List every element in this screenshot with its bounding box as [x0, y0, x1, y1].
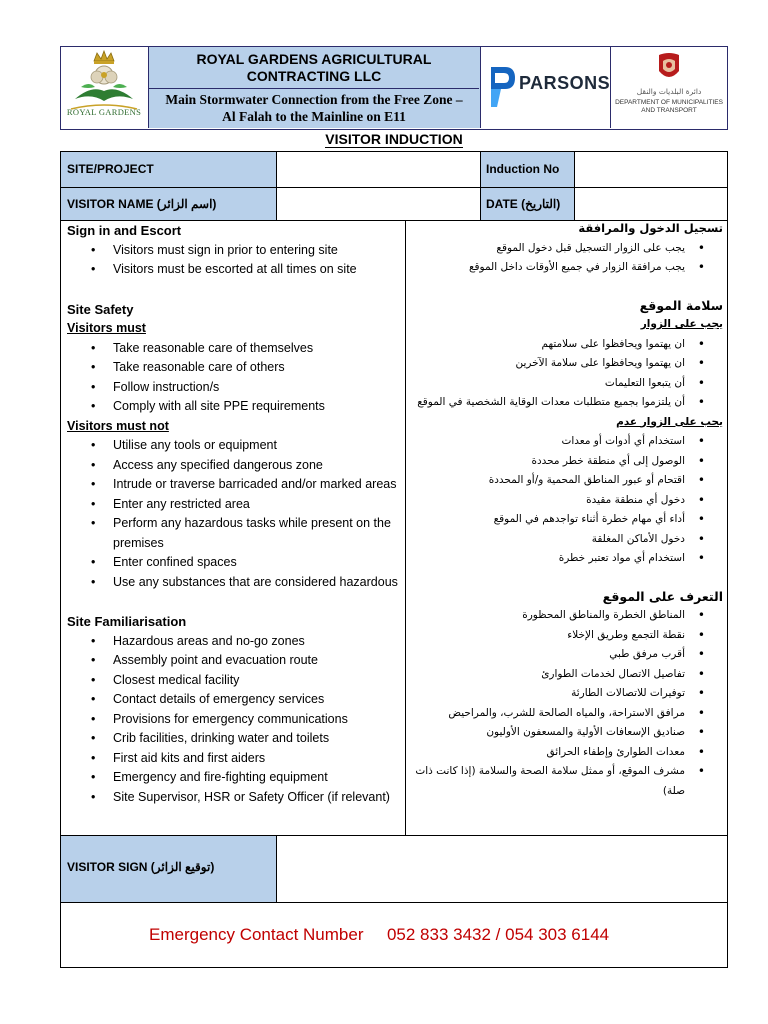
- list-item: • توفيرات للاتصالات الطارئة: [411, 684, 685, 704]
- list-item: • Visitors must sign in prior to entering site: [113, 241, 403, 261]
- project-title-line1: Main Stormwater Connection from the Free Zone –: [165, 92, 463, 107]
- header-table: [60, 46, 728, 130]
- arabic-visitors-must-list: [411, 335, 723, 413]
- emergency-contact-box: [60, 902, 728, 968]
- visitors-must-not-list: [67, 436, 403, 592]
- parsons-logo-text: PARSONS: [519, 73, 611, 93]
- date-label-cell: [481, 188, 575, 220]
- header-title-cell: [149, 47, 481, 128]
- induction-no-label: Induction No: [486, 162, 560, 176]
- list-item: • Intrude or traverse barricaded and/or marked areas: [113, 475, 403, 495]
- document-title-text: VISITOR INDUCTION: [325, 131, 463, 147]
- list-item: • Visitors must be escorted at all times on site: [113, 260, 403, 280]
- arabic-site-safety-heading: سلامة الموقع: [639, 297, 723, 313]
- visitor-name-input[interactable]: [277, 188, 481, 220]
- list-item: • Comply with all site PPE requirements: [113, 397, 403, 417]
- list-item: • Enter confined spaces: [113, 553, 403, 573]
- date-label: DATE (التاريخ): [486, 197, 561, 211]
- parsons-logo: [483, 47, 611, 128]
- arabic-familiarisation-heading: التعرف على الموقع: [602, 588, 723, 604]
- list-item: • Contact details of emergency services: [113, 690, 403, 710]
- company-name: ROYAL GARDENS AGRICULTURAL CONTRACTING LLC: [149, 47, 479, 89]
- list-item: • Closest medical facility: [113, 671, 403, 691]
- site-project-label-cell: [61, 152, 277, 187]
- list-item: • المناطق الخطرة والمناطق المحظورة: [411, 606, 685, 626]
- list-item: • مشرف الموقع، أو ممثل سلامة الصحة والسلامة (إذا كانت ذات صلة): [411, 762, 685, 801]
- visitor-name-label: VISITOR NAME (اسم الزائر): [67, 197, 217, 211]
- list-item: • مرافق الاستراحة، والمياه الصالحة للشرب، والمراحيض: [411, 704, 685, 724]
- royal-gardens-logo-text: ROYAL GARDENS: [66, 107, 142, 117]
- list-item: • Site Supervisor, HSR or Safety Officer (if relevant): [113, 788, 403, 808]
- date-input[interactable]: [575, 188, 727, 220]
- visitor-name-label-cell: [61, 188, 277, 220]
- arabic-visitors-must-not-heading: يجب على الزوار عدم: [616, 415, 723, 428]
- list-item: • Utilise any tools or equipment: [113, 436, 403, 456]
- induction-no-input[interactable]: [575, 152, 727, 187]
- visitors-must-list: [67, 339, 403, 417]
- list-item: • ان يهتموا ويحافظوا على سلامة الآخرين: [411, 354, 685, 374]
- parsons-p-icon: [489, 65, 517, 109]
- list-item: • Hazardous areas and no-go zones: [113, 632, 403, 652]
- list-item: • اقتحام أو عبور المناطق المحمية و/أو المحددة: [411, 471, 685, 491]
- arabic-familiarisation-list: [411, 606, 723, 801]
- list-item: • Take reasonable care of others: [113, 358, 403, 378]
- familiarisation-heading: Site Familiarisation: [67, 614, 187, 629]
- dmt-arabic-name: دائرة البلديات والنقل: [636, 87, 702, 96]
- arabic-rules: [411, 219, 723, 801]
- list-item: • Take reasonable care of themselves: [113, 339, 403, 359]
- dmt-logo: [611, 47, 727, 128]
- dmt-line1: DEPARTMENT OF MUNICIPALITIES: [615, 99, 723, 106]
- column-divider: [405, 221, 406, 835]
- dmt-english-name: [611, 99, 727, 115]
- list-item: • نقطة التجمع وطريق الإخلاء: [411, 626, 685, 646]
- list-item: • أن يتبعوا التعليمات: [411, 374, 685, 394]
- list-item: • الوصول إلى أي منطقة خطر محددة: [411, 452, 685, 472]
- list-item: • استخدام أي أدوات أو معدات: [411, 432, 685, 452]
- abu-dhabi-emblem-icon: [655, 51, 683, 85]
- emergency-numbers[interactable]: 052 833 3432 / 054 303 6144: [386, 925, 610, 944]
- list-item: • Assembly point and evacuation route: [113, 651, 403, 671]
- list-item: • First aid kits and first aiders: [113, 749, 403, 769]
- list-item: • Perform any hazardous tasks while present on the premises: [113, 514, 403, 553]
- visitor-sign-label-cell: [61, 836, 277, 902]
- induction-no-label-cell: [481, 152, 575, 187]
- visitors-must-not-heading: Visitors must not: [67, 418, 169, 433]
- project-title: [149, 89, 479, 128]
- list-item: • أن يلتزموا بجميع متطلبات معدات الوقاية الشخصية في الموقع: [411, 393, 685, 413]
- visitors-must-heading: Visitors must: [67, 321, 146, 335]
- site-project-label: SITE/PROJECT: [67, 162, 154, 176]
- list-item: • صناديق الإسعافات الأولية والمسعفون الأوليون: [411, 723, 685, 743]
- list-item: • Crib facilities, drinking water and toilets: [113, 729, 403, 749]
- familiarisation-list: [67, 632, 403, 808]
- list-item: • Follow instruction/s: [113, 378, 403, 398]
- emergency-label: Emergency Contact Number: [149, 925, 364, 944]
- list-item: • دخول أي منطقة مقيدة: [411, 491, 685, 511]
- list-item: • Access any specified dangerous zone: [113, 456, 403, 476]
- list-item: • أداء أي مهام خطرة أثناء تواجدهم في الموقع: [411, 510, 685, 530]
- list-item: • دخول الأماكن المغلقة: [411, 530, 685, 550]
- dmt-line2: AND TRANSPORT: [641, 107, 697, 114]
- visitor-sign-input[interactable]: [277, 836, 727, 902]
- list-item: • Enter any restricted area: [113, 495, 403, 515]
- site-project-input[interactable]: [277, 152, 481, 187]
- visitor-sign-label: VISITOR SIGN (توقيع الزائر): [67, 860, 215, 874]
- document-title: [60, 131, 728, 147]
- site-safety-heading: Site Safety: [67, 301, 134, 317]
- list-item: • يجب على الزوار التسجيل قبل دخول الموقع: [411, 239, 685, 259]
- royal-gardens-logo: [61, 47, 149, 128]
- arabic-sign-in-list: [411, 239, 723, 278]
- list-item: • Emergency and fire-fighting equipment: [113, 768, 403, 788]
- list-item: • Provisions for emergency communications: [113, 710, 403, 730]
- induction-form: [60, 151, 728, 903]
- list-item: • ان يهتموا ويحافظوا على سلامتهم: [411, 335, 685, 355]
- list-item: • Use any substances that are considered hazardous: [113, 573, 403, 593]
- emergency-contact: [149, 925, 609, 945]
- sign-in-list: [67, 241, 403, 280]
- arabic-visitors-must-not-list: [411, 432, 723, 569]
- arabic-visitors-must-heading: يجب على الزوار: [640, 318, 723, 330]
- sign-in-heading: Sign in and Escort: [67, 223, 182, 238]
- list-item: • يجب مرافقة الزوار في جميع الأوقات داخل الموقع: [411, 258, 685, 278]
- list-item: • أقرب مرفق طبي: [411, 645, 685, 665]
- list-item: • استخدام أي مواد تعتبر خطرة: [411, 549, 685, 569]
- project-title-line2: Al Falah to the Mainline on E11: [222, 109, 406, 124]
- list-item: • تفاصيل الاتصال لخدمات الطوارئ: [411, 665, 685, 685]
- list-item: • معدات الطوارئ وإطفاء الحرائق: [411, 743, 685, 763]
- english-rules: [67, 221, 403, 807]
- arabic-sign-in-heading: تسجيل الدخول والمرافقة: [578, 221, 723, 235]
